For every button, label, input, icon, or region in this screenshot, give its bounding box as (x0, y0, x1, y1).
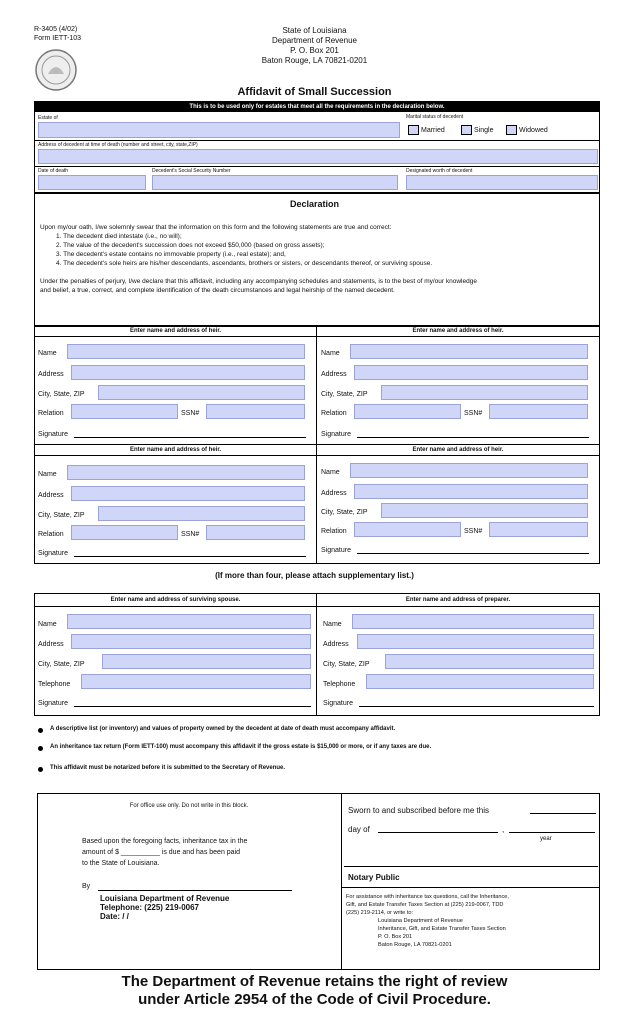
address-label: Address of decedent at time of death (number and street, city, state,ZIP) (38, 142, 198, 148)
city-label: City, State, ZIP (38, 391, 85, 398)
heir4-address-field[interactable] (354, 484, 588, 499)
signature-label: Signature (323, 700, 353, 707)
date-of-death-label: Date of death (38, 168, 69, 174)
heir4-signature-line[interactable] (357, 553, 589, 554)
date-of-death-field[interactable] (38, 175, 146, 190)
name-label: Name (38, 350, 57, 357)
heir-header: Enter name and address of heir. (129, 447, 222, 453)
office-text-line: to the State of Louisiana. (82, 860, 160, 867)
office-text-line: amount of $ __________ is due and has been paid (82, 849, 241, 856)
office-use-section (37, 793, 600, 970)
agency-line: Department of Revenue (272, 36, 357, 45)
relation-label: Relation (38, 531, 64, 538)
spouse-address-field[interactable] (71, 634, 311, 649)
address-label: Address (321, 490, 347, 497)
divider (35, 140, 599, 141)
decedent-address-field[interactable] (38, 149, 598, 164)
preparer-signature-line[interactable] (359, 706, 594, 707)
preparer-header: Enter name and address of preparer. (405, 597, 511, 603)
office-dept: Louisiana Department of Revenue (100, 894, 230, 903)
spouse-city-field[interactable] (102, 654, 311, 669)
divider (317, 336, 599, 337)
decedent-ssn-field[interactable] (152, 175, 398, 190)
bullet-icon (38, 728, 43, 733)
office-date: Date: / / (100, 912, 129, 921)
name-label: Name (323, 621, 342, 628)
declaration-text (40, 223, 596, 295)
name-label: Name (38, 621, 57, 628)
office-signature-line[interactable] (98, 890, 292, 891)
heir4-name-field[interactable] (350, 463, 588, 478)
month-line[interactable] (378, 832, 498, 833)
signature-label: Signature (38, 431, 68, 438)
city-label: City, State, ZIP (323, 661, 370, 668)
spouse-signature-line[interactable] (74, 706, 311, 707)
declaration-item: 1. The decedent died intestate (i.e., no will); (56, 233, 182, 240)
heir1-name-field[interactable] (67, 344, 305, 359)
heir3-address-field[interactable] (71, 486, 305, 501)
marital-status-label: Marital status of decedent (406, 114, 464, 120)
agency-line: Baton Rouge, LA 70821-0201 (261, 56, 368, 65)
divider (317, 606, 599, 607)
note-item: A descriptive list (or inventory) and values of property owned by the decedent at date of death must accompany affidavit. (50, 726, 396, 732)
ssn-label: SSN# (181, 410, 200, 417)
city-label: City, State, ZIP (38, 661, 85, 668)
heir1-ssn-field[interactable] (206, 404, 305, 419)
footer (0, 973, 629, 1009)
ssn-label: SSN# (181, 531, 200, 538)
spouse-name-field[interactable] (67, 614, 311, 629)
assistance-address: Inheritance, Gift, and Estate Transfer Taxes Section (378, 926, 506, 932)
widowed-checkbox[interactable] (506, 125, 517, 135)
address-label: Address (38, 492, 64, 499)
single-option[interactable] (461, 125, 493, 135)
spouse-header: Enter name and address of surviving spouse. (110, 597, 241, 603)
divider (342, 887, 599, 888)
heir2-relation-field[interactable] (354, 404, 461, 419)
married-label: Married (421, 126, 445, 134)
city-label: City, State, ZIP (321, 509, 368, 516)
divider (35, 444, 599, 445)
divider (35, 606, 316, 607)
form-code: Form IETT-103 (34, 35, 82, 42)
ssn-label: Decedent's Social Security Number (152, 168, 231, 174)
page-title: Affidavit of Small Succession (237, 86, 392, 98)
gross-estate-label: Designated worth of decedent (406, 168, 473, 174)
notary-signature-line[interactable] (344, 866, 598, 867)
note-item: An inheritance tax return (Form IETT-100) must accompany this affidavit if the gross estate is $15,000 or more, or if any taxes are due. (50, 744, 432, 750)
heir2-name-field[interactable] (350, 344, 588, 359)
divider (316, 593, 317, 716)
heir3-signature-line[interactable] (74, 556, 306, 557)
declaration-intro: Upon my/our oath, I/we solemnly swear that the information on this form and the following statements are true and correct: (40, 224, 392, 231)
by-label: By (82, 883, 91, 890)
office-text (82, 836, 247, 869)
divider (317, 455, 599, 456)
assistance-line: (225) 219-2114, or write to: (346, 910, 414, 916)
heir3-name-field[interactable] (67, 465, 305, 480)
heir4-ssn-field[interactable] (489, 522, 588, 537)
assistance-address: Louisiana Department of Revenue (378, 918, 463, 924)
gross-estate-field[interactable] (406, 175, 598, 190)
relation-label: Relation (321, 410, 347, 417)
banner: This is to be used only for estates that meet all the requirements in the declaration below. (35, 102, 599, 112)
widowed-label: Widowed (519, 126, 548, 134)
declaration-item: 2. The value of the decedent's succession does not exceed $50,000 (based on gross assets); (56, 242, 325, 249)
preparer-address-field[interactable] (357, 634, 594, 649)
office-phone: Telephone: (225) 219-0067 (100, 903, 200, 912)
declaration-heading: Declaration (289, 199, 340, 209)
heir2-signature-line[interactable] (357, 437, 589, 438)
day-of-label: day of (348, 825, 370, 834)
heir1-city-field[interactable] (98, 385, 305, 400)
heir2-city-field[interactable] (381, 385, 588, 400)
heir2-ssn-field[interactable] (489, 404, 588, 419)
signature-label: Signature (38, 700, 68, 707)
year-line[interactable] (509, 832, 595, 833)
spouse-telephone-field[interactable] (81, 674, 311, 689)
preparer-city-field[interactable] (385, 654, 594, 669)
sworn-day-line[interactable] (530, 813, 596, 814)
heir3-relation-field[interactable] (71, 525, 178, 540)
heir4-city-field[interactable] (381, 503, 588, 518)
agency-line: State of Louisiana (282, 26, 347, 35)
married-option[interactable] (408, 125, 445, 135)
single-label: Single (474, 126, 494, 134)
signature-label: Signature (321, 547, 351, 554)
office-header: For office use only. Do not write in this block. (129, 803, 249, 809)
divider (35, 166, 599, 167)
married-checkbox[interactable] (408, 125, 419, 135)
divider (341, 793, 342, 970)
address-label: Address (38, 371, 64, 378)
year-label: year (540, 836, 552, 842)
heir1-address-field[interactable] (71, 365, 305, 380)
estate-of-label: Estate of (38, 115, 58, 121)
form-id: R-3405 (4/02) (34, 26, 78, 33)
heir4-relation-field[interactable] (354, 522, 461, 537)
name-label: Name (321, 350, 340, 357)
comma-text: , (502, 825, 505, 834)
preparer-telephone-field[interactable] (366, 674, 594, 689)
assistance-text (346, 893, 509, 949)
office-text-line: Based upon the foregoing facts, inheritance tax in the (82, 838, 248, 845)
bullet-icon (38, 746, 43, 751)
name-label: Name (38, 471, 57, 478)
supplementary-note: (If more than four, please attach supplementary list.) (215, 571, 414, 580)
preparer-name-field[interactable] (352, 614, 594, 629)
ssn-label: SSN# (464, 528, 483, 535)
heir-header: Enter name and address of heir. (129, 328, 222, 334)
office-contact (100, 894, 229, 921)
heir-header: Enter name and address of heir. (412, 328, 504, 334)
declaration-item: 4. The decedent's sole heirs are his/her descendants, ascendants, brothers or sisters, or descendants thereof, or surviving spouse. (56, 260, 433, 267)
perjury-statement: and belief, a true, correct, and complete identification of the death circumstances and legal heirship of the named decedent. (40, 287, 395, 294)
telephone-label: Telephone (38, 681, 71, 688)
relation-label: Relation (38, 410, 64, 417)
heir1-relation-field[interactable] (71, 404, 178, 419)
footer-line: The Department of Revenue retains the right of review (121, 973, 508, 990)
bullet-icon (38, 767, 43, 772)
footer-line: under Article 2954 of the Code of Civil Procedure. (138, 991, 491, 1008)
assistance-address: P. O. Box 201 (378, 934, 413, 940)
telephone-label: Telephone (323, 681, 356, 688)
divider (316, 326, 317, 564)
single-checkbox[interactable] (461, 125, 472, 135)
assistance-line: Gift, and Estate Transfer Taxes Section at (225) 219-0067, TDD (346, 902, 504, 908)
heir-header: Enter name and address of heir. (412, 447, 504, 453)
city-label: City, State, ZIP (38, 512, 85, 519)
relation-label: Relation (321, 528, 347, 535)
heir3-city-field[interactable] (98, 506, 305, 521)
heir1-signature-line[interactable] (74, 437, 306, 438)
signature-label: Signature (38, 550, 68, 557)
signature-label: Signature (321, 431, 351, 438)
notary-public-label: Notary Public (348, 873, 400, 882)
address-label: Address (323, 641, 349, 648)
ssn-label: SSN# (464, 410, 483, 417)
agency-block (0, 26, 629, 66)
estate-of-field[interactable] (38, 122, 400, 138)
note-item: This affidavit must be notarized before it is submitted to the Secretary of Revenue. (50, 765, 286, 771)
declaration-item: 3. The decedent's estate contains no immovable property (i.e., real estate); and, (56, 251, 286, 258)
heir2-address-field[interactable] (354, 365, 588, 380)
assistance-address: Baton Rouge, LA 70821-0201 (378, 942, 452, 948)
city-label: City, State, ZIP (321, 391, 368, 398)
address-label: Address (38, 641, 64, 648)
widowed-option[interactable] (506, 125, 548, 135)
heir3-ssn-field[interactable] (206, 525, 305, 540)
divider (35, 336, 316, 337)
name-label: Name (321, 469, 340, 476)
perjury-statement: Under the penalties of perjury, I/we declare that this affidavit, including any accompanying schedules and statements, is to the best of my/our knowledge (40, 278, 477, 285)
agency-line: P. O. Box 201 (290, 46, 339, 55)
assistance-line: For assistance with inheritance tax questions, call the Inheritance, (346, 894, 509, 900)
divider (35, 455, 316, 456)
sworn-label: Sworn to and subscribed before me this (348, 806, 489, 815)
address-label: Address (321, 371, 347, 378)
